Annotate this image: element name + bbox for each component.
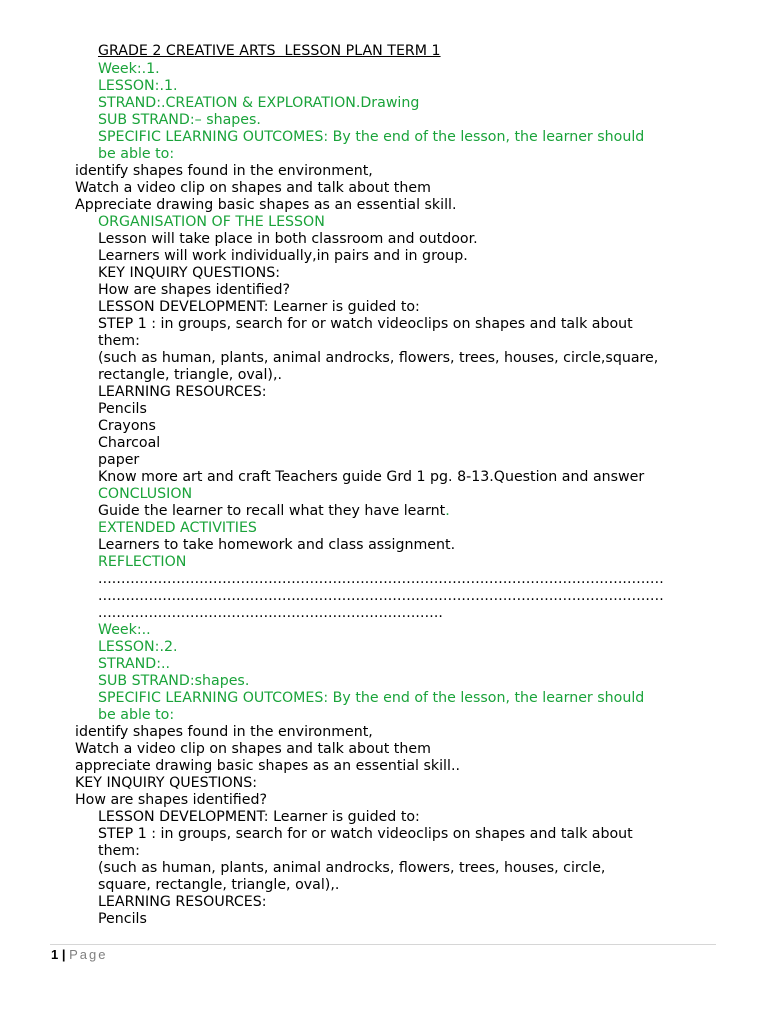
inquiry-heading: KEY INQUIRY QUESTIONS:: [98, 265, 281, 281]
footer-divider: [50, 944, 716, 945]
inquiry-heading: KEY INQUIRY QUESTIONS:: [75, 775, 258, 791]
resource-item: Know more art and craft Teachers guide Grd 1 pg. 8-13.Question and answer: [98, 469, 645, 485]
organisation-heading: ORGANISATION OF THE LESSON: [98, 214, 325, 230]
step-text: (such as human, plants, animal androcks, flowers, trees, houses, circle,: [98, 860, 606, 876]
step-text: STEP 1 : in groups, search for or watch videoclips on shapes and talk about: [98, 826, 633, 842]
page-label: Page: [69, 947, 108, 962]
week-label: Week:..: [98, 622, 151, 638]
outcome-item: Appreciate drawing basic shapes as an essential skill.: [75, 197, 457, 213]
development-heading: LESSON DEVELOPMENT: Learner is guided to:: [98, 809, 420, 825]
resource-item: paper: [98, 452, 140, 468]
outcomes-heading-cont: be able to:: [98, 146, 175, 162]
week-label: Week:.1.: [98, 61, 160, 77]
step-text: square, rectangle, triangle, oval),.: [98, 877, 340, 893]
page-number: 1: [51, 947, 59, 962]
lesson-label: LESSON:.2.: [98, 639, 178, 655]
body-text: How are shapes identified?: [75, 792, 268, 808]
resource-item: Crayons: [98, 418, 156, 434]
outcomes-heading: SPECIFIC LEARNING OUTCOMES: By the end of the lesson, the learner should: [98, 129, 645, 145]
strand-label: STRAND:.CREATION & EXPLORATION.Drawing: [98, 95, 420, 111]
conclusion-text-period: .: [445, 503, 450, 519]
resource-item: Pencils: [98, 911, 147, 927]
sub-strand-label: SUB STRAND:– shapes.: [98, 112, 261, 128]
step-text: them:: [98, 333, 140, 349]
outcome-item: Watch a video clip on shapes and talk about them: [75, 741, 431, 757]
reflection-dotted-line: ...........................................................................................................................: [98, 588, 664, 604]
lesson-label: LESSON:.1.: [98, 78, 178, 94]
step-text: them:: [98, 843, 140, 859]
body-text: Learners to take homework and class assignment.: [98, 537, 456, 553]
body-text: Lesson will take place in both classroom and outdoor.: [98, 231, 478, 247]
document-title: GRADE 2 CREATIVE ARTS LESSON PLAN TERM 1: [98, 43, 441, 59]
strand-label: STRAND:..: [98, 656, 170, 672]
resources-heading: LEARNING RESOURCES:: [98, 894, 267, 910]
page-separator: |: [61, 947, 66, 962]
conclusion-text-main: Guide the learner to recall what they have learnt: [98, 503, 446, 519]
step-text: STEP 1 : in groups, search for or watch videoclips on shapes and talk about: [98, 316, 633, 332]
reflection-dotted-line: ...........................................................................................................................: [98, 571, 664, 587]
reflection-dotted-line: ...........................................................................: [98, 605, 444, 621]
outcomes-heading-cont: be able to:: [98, 707, 175, 723]
step-text: (such as human, plants, animal androcks, flowers, trees, houses, circle,square,: [98, 350, 659, 366]
resource-item: Pencils: [98, 401, 147, 417]
outcomes-heading: SPECIFIC LEARNING OUTCOMES: By the end of the lesson, the learner should: [98, 690, 645, 706]
resources-heading: LEARNING RESOURCES:: [98, 384, 267, 400]
page-footer: [51, 947, 108, 963]
reflection-heading: REFLECTION: [98, 554, 187, 570]
outcome-item: identify shapes found in the environment,: [75, 163, 373, 179]
body-text: Learners will work individually,in pairs and in group.: [98, 248, 468, 264]
outcome-item: Watch a video clip on shapes and talk about them: [75, 180, 431, 196]
conclusion-heading: CONCLUSION: [98, 486, 193, 502]
sub-strand-label: SUB STRAND:shapes.: [98, 673, 250, 689]
step-text: rectangle, triangle, oval),.: [98, 367, 282, 383]
outcome-item: appreciate drawing basic shapes as an essential skill..: [75, 758, 460, 774]
resource-item: Charcoal: [98, 435, 161, 451]
extended-activities-heading: EXTENDED ACTIVITIES: [98, 520, 257, 536]
development-heading: LESSON DEVELOPMENT: Learner is guided to:: [98, 299, 420, 315]
outcome-item: identify shapes found in the environment,: [75, 724, 373, 740]
conclusion-text: [98, 503, 450, 520]
body-text: How are shapes identified?: [98, 282, 291, 298]
